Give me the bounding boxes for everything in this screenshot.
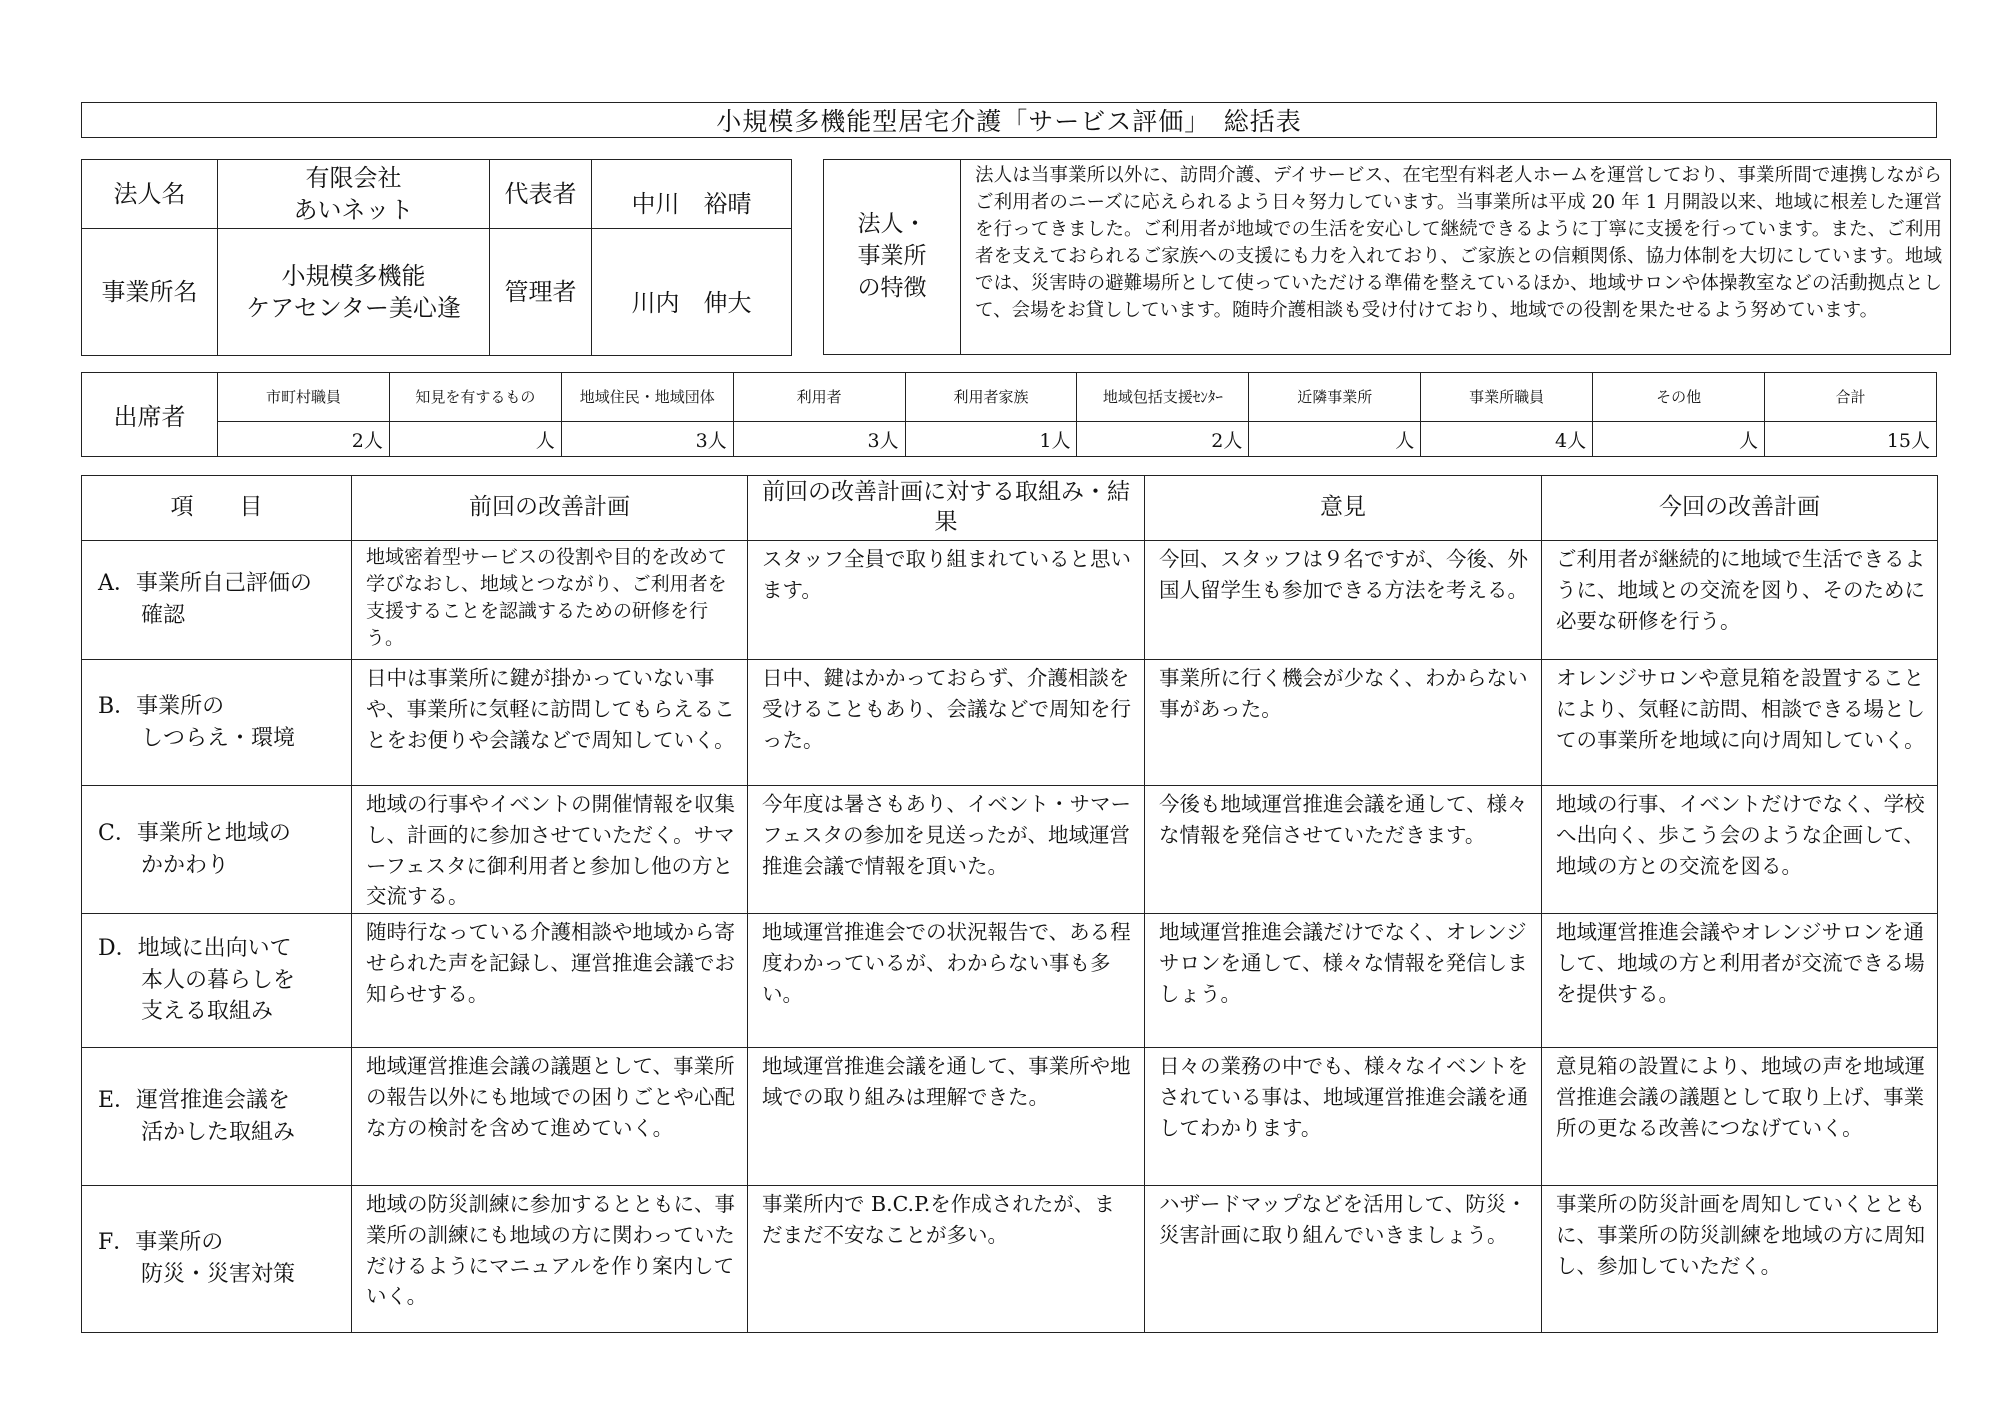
previous-plan-cell: 日中は事業所に鍵が掛かっていない事や、事業所に気軽に訪問してもらえることをお便りや会議などで周知していく。 — [352, 660, 748, 786]
attendee-count: 2人 — [1077, 422, 1249, 457]
category-cell — [82, 1048, 352, 1186]
header-item: 項 目 — [82, 476, 352, 541]
attendee-count: 1人 — [905, 422, 1077, 457]
category-cell — [82, 541, 352, 660]
attendees-table — [81, 372, 1937, 457]
office-name-line1: 小規模多機能 — [281, 261, 426, 290]
header-previous-plan: 前回の改善計画 — [352, 476, 748, 541]
opinion-cell: 地域運営推進会議だけでなく、オレンジサロンを通して、様々な情報を発信しましょう。 — [1145, 914, 1542, 1048]
category-line: A．事業所自己評価の — [98, 571, 312, 597]
features-label-line3: の特徴 — [857, 274, 927, 301]
attendee-column-header: 合計 — [1765, 373, 1937, 422]
attendee-column-header: 知見を有するもの — [389, 373, 561, 422]
category-cell — [82, 786, 352, 914]
attendee-count: 3人 — [561, 422, 733, 457]
category-line: D．地域に出向いて — [98, 935, 292, 961]
new-plan-cell: 事業所の防災計画を周知していくとともに、事業所の防災訓練を地域の方に周知し、参加していただく。 — [1542, 1186, 1938, 1333]
features-text: 法人は当事業所以外に、訪問介護、デイサービス、在宅型有料老人ホームを運営しており、事業所間で連携しながらご利用者のニーズに応えられるよう日々努力しています。当事業所は平成 20 年 1 月開設以来、地域に根差した運営を行ってきました。ご利用者が地域での生活を安心して継続できるように丁寧に支援を行っています。また、ご利用者を支えておられるご家族への支援にも力を入れており、ご家族との信頼関係、協力体制を大切にしています。地域では、災害時の避難場所として使っていただける準備を整えているほか、地域サロンや体操教室などの活動拠点として、会場をお貸ししています。随時介護相談も受け付けており、地域での役割を果たせるよう努めています。 — [975, 165, 1942, 321]
table-row — [82, 1048, 1938, 1186]
new-plan-cell: 意見箱の設置により、地域の声を地域運営推進会議の議題として取り上げ、事業所の更なる改善につなげていく。 — [1542, 1048, 1938, 1186]
office-name — [218, 229, 490, 356]
rep-label: 代表者 — [490, 160, 592, 229]
new-plan-cell: オレンジサロンや意見箱を設置することにより、気軽に訪問、相談できる場としての事業所を地域に向け周知していく。 — [1542, 660, 1938, 786]
attendee-count: 人 — [1593, 422, 1765, 457]
previous-plan-cell: 地域の行事やイベントの開催情報を収集し、計画的に参加させていただく。サマーフェスタに御利用者と参加し他の方と交流する。 — [352, 786, 748, 914]
office-info-table — [81, 159, 792, 356]
features-box — [823, 159, 1951, 355]
header-result: 前回の改善計画に対する取組み・結果 — [748, 476, 1145, 541]
attendee-column-header: 利用者家族 — [905, 373, 1077, 422]
corp-label: 法人名 — [82, 160, 218, 229]
attendee-column-header: 利用者 — [733, 373, 905, 422]
category-line: 防災・災害対策 — [141, 1262, 296, 1287]
office-label: 事業所名 — [82, 229, 218, 356]
opinion-cell: 今後も地域運営推進会議を通して、様々な情報を発信させていただきます。 — [1145, 786, 1542, 914]
category-cell — [82, 1186, 352, 1333]
category-line: しつらえ・環境 — [141, 725, 296, 751]
features-label-line2: 事業所 — [857, 243, 927, 270]
category-line: 活かした取組み — [141, 1119, 296, 1145]
previous-plan-cell: 地域密着型サービスの役割や目的を改めて学びなおし、地域とつながり、ご利用者を支援することを認識するための研修を行う。 — [352, 541, 748, 660]
category-line: 確認 — [141, 603, 186, 628]
category-cell — [82, 914, 352, 1048]
features-label-line1: 法人・ — [857, 211, 927, 238]
evaluation-table — [81, 475, 1938, 1333]
result-cell: 地域運営推進会での状況報告で、ある程度わかっているが、わからない事も多い。 — [748, 914, 1145, 1048]
attendee-count: 2人 — [218, 422, 390, 457]
manager-label: 管理者 — [490, 229, 592, 356]
attendee-column-header: 事業所職員 — [1421, 373, 1593, 422]
previous-plan-cell: 随時行なっている介護相談や地域から寄せられた声を記録し、運営推進会議でお知らせする。 — [352, 914, 748, 1048]
attendee-column-header: その他 — [1593, 373, 1765, 422]
result-cell: スタッフ全員で取り組まれていると思います。 — [748, 541, 1145, 660]
new-plan-cell: 地域の行事、イベントだけでなく、学校へ出向く、歩こう会のような企画して、地域の方との交流を図る。 — [1542, 786, 1938, 914]
opinion-cell: 今回、スタッフは９名ですが、今後、外国人留学生も参加できる方法を考える。 — [1145, 541, 1542, 660]
result-cell: 事業所内で B.C.P.を作成されたが、まだまだ不安なことが多い。 — [748, 1186, 1145, 1333]
attendee-count: 3人 — [733, 422, 905, 457]
new-plan-cell: 地域運営推進会議やオレンジサロンを通して、地域の方と利用者が交流できる場を提供する。 — [1542, 914, 1938, 1048]
category-line: 本人の暮らしを — [141, 967, 296, 993]
category-line: E．運営推進会議を — [98, 1087, 291, 1113]
attendee-column-header: 地域住民・地域団体 — [561, 373, 733, 422]
manager-name: 川内 伸大 — [592, 229, 792, 356]
attendee-column-header: 市町村職員 — [218, 373, 390, 422]
table-row — [82, 660, 1938, 786]
result-cell: 今年度は暑さもあり、イベント・サマーフェスタの参加を見送ったが、地域運営推進会議で情報を頂いた。 — [748, 786, 1145, 914]
opinion-cell: ハザードマップなどを活用して、防災・災害計画に取り組んでいきましょう。 — [1145, 1186, 1542, 1333]
category-line: 支える取組み — [141, 999, 274, 1025]
table-row — [82, 786, 1938, 914]
category-cell — [82, 660, 352, 786]
attendee-total: 15人 — [1765, 422, 1937, 457]
result-cell: 地域運営推進会議を通して、事業所や地域での取り組みは理解できた。 — [748, 1048, 1145, 1186]
page-title: 小規模多機能型居宅介護「サービス評価」 総括表 — [81, 102, 1937, 138]
attendee-count: 人 — [1249, 422, 1421, 457]
result-cell: 日中、鍵はかかっておらず、介護相談を受けることもあり、会議などで周知を行った。 — [748, 660, 1145, 786]
table-row — [82, 1186, 1938, 1333]
header-new-plan: 今回の改善計画 — [1542, 476, 1938, 541]
table-row — [82, 541, 1938, 660]
attendee-count: 人 — [389, 422, 561, 457]
header-opinion: 意見 — [1145, 476, 1542, 541]
features-label — [824, 160, 961, 354]
opinion-cell: 事業所に行く機会が少なく、わからない事があった。 — [1145, 660, 1542, 786]
previous-plan-cell: 地域の防災訓練に参加するとともに、事業所の訓練にも地域の方に関わっていただけるようにマニュアルを作り案内していく。 — [352, 1186, 748, 1333]
attendee-column-header: 近隣事業所 — [1249, 373, 1421, 422]
attendee-count: 4人 — [1421, 422, 1593, 457]
previous-plan-cell: 地域運営推進会議の議題として、事業所の報告以外にも地域での困りごとや心配な方の検討を含めて進めていく。 — [352, 1048, 748, 1186]
table-row — [82, 914, 1938, 1048]
corp-name-line1: 有限会社 — [305, 163, 402, 192]
office-name-line2: ケアセンター美心逢 — [246, 294, 461, 322]
category-line: C．事業所と地域の — [98, 820, 291, 846]
attendees-label: 出席者 — [82, 373, 218, 457]
new-plan-cell: ご利用者が継続的に地域で生活できるように、地域との交流を図り、そのために必要な研修を行う。 — [1542, 541, 1938, 660]
rep-name: 中川 裕晴 — [592, 160, 792, 229]
category-line: B．事業所の — [98, 693, 225, 719]
category-line: かかわり — [141, 852, 230, 878]
opinion-cell: 日々の業務の中でも、様々なイベントをされている事は、地域運営推進会議を通してわかります。 — [1145, 1048, 1542, 1186]
attendee-column-header: 地域包括支援ｾﾝﾀｰ — [1077, 373, 1249, 422]
corp-name-line2: あいネット — [293, 196, 414, 224]
corp-name — [218, 160, 490, 229]
category-line: F．事業所の — [98, 1230, 224, 1256]
